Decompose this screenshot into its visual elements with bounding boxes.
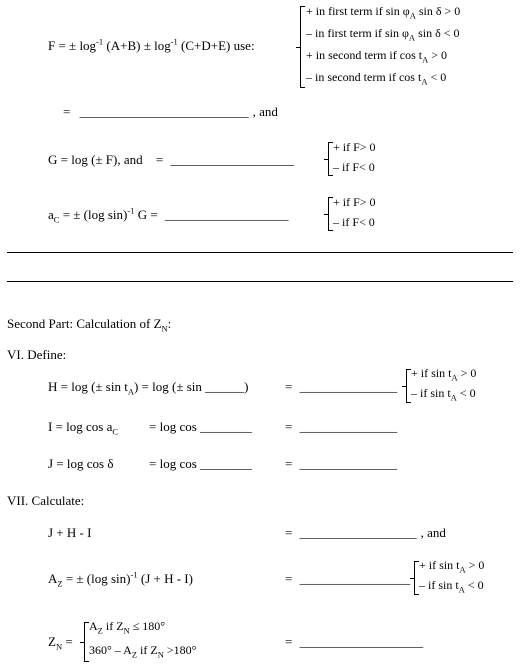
f-exp-1: -1 — [96, 36, 104, 47]
jhi-line: J + H - I — [48, 525, 92, 540]
f-result-line — [63, 104, 278, 120]
step-vii-label: VII. Calculate: — [7, 493, 85, 508]
g-case-1: + if F> 0 — [333, 140, 376, 154]
jhi-blank[interactable]: __________________ — [299, 525, 417, 540]
jhi-tail: , and — [420, 525, 446, 540]
f-result-tail: , and — [252, 104, 278, 119]
f-exp-2: -1 — [170, 36, 178, 47]
f-case-4: – in second term if $\cos t_A < 0$ — [306, 70, 447, 87]
j-result — [285, 456, 397, 472]
i-blank[interactable]: _______________ — [299, 419, 398, 434]
f-case-3: + in second term if $\cos t_A > 0$ — [306, 48, 447, 65]
i-line-mid: = log cos ________ — [149, 419, 253, 434]
f-formula-rhs: (C+D+E) use: — [177, 38, 255, 53]
f-case-1: + in first term if $\sin \varphi_A$ sin δ > 0 — [306, 4, 461, 21]
f-result-blank[interactable]: __________________________ — [79, 104, 249, 119]
g-line — [48, 152, 294, 168]
equals-sign: = — [285, 419, 293, 434]
g-blank[interactable]: ___________________ — [170, 152, 294, 167]
step-vi-label: VI. Define: — [7, 347, 67, 362]
g-case-2: – if F< 0 — [333, 160, 375, 174]
h-line: H = log (± $\sin t_A) = \log$ (± sin ______) — [48, 379, 249, 397]
equals-sign: = — [285, 634, 293, 649]
f-case-2: – in first term if $\sin \varphi_A$ sin δ < 0 — [306, 26, 460, 43]
divider-line-1 — [7, 252, 513, 253]
h-case-2: – if $\sin t_A < 0$ — [411, 386, 476, 403]
g-line-text: G = log (± F), and — [48, 152, 143, 167]
equals-sign: = — [285, 571, 293, 586]
zn-case-1: $A_Z$ if $Z_N \le 180^\circ$ — [89, 619, 166, 636]
az-case-2: – if $\sin t_A < 0$ — [419, 578, 484, 595]
az-result — [285, 571, 410, 587]
h-result — [285, 379, 397, 395]
ac-blank[interactable]: ___________________ — [164, 207, 289, 222]
i-line: $I = \log \cos a_C$ — [48, 419, 119, 437]
f-formula-mid: (A+B) ± log — [103, 38, 171, 53]
equals-sign: = — [63, 104, 71, 119]
f-formula — [48, 38, 255, 54]
j-line-mid: = log cos ________ — [149, 456, 253, 471]
j-line: J = log cos δ — [48, 456, 114, 471]
equals-sign: = — [285, 525, 293, 540]
equals-sign: = — [285, 379, 293, 394]
az-blank[interactable]: _________________ — [299, 571, 411, 586]
i-result — [285, 419, 397, 435]
h-blank[interactable]: _______________ — [299, 379, 398, 394]
ac-case-2: – if F< 0 — [333, 215, 375, 229]
zn-case-2: $360^\circ - A_Z$ if $Z_N >180^\circ$ — [89, 643, 197, 660]
equals-sign: = — [285, 456, 293, 471]
f-formula-lhs: F = ± log — [48, 38, 97, 53]
az-case-1: + if $\sin t_A > 0$ — [419, 558, 485, 575]
equals-sign: = — [155, 152, 164, 167]
j-blank[interactable]: _______________ — [299, 456, 398, 471]
divider-line-2 — [7, 281, 513, 282]
jhi-result — [285, 525, 446, 541]
section-heading: Second Part: Calculation of $Z_N$: — [7, 316, 172, 334]
zn-result — [285, 634, 423, 650]
ac-case-1: + if F> 0 — [333, 195, 376, 209]
zn-blank[interactable]: ___________________ — [299, 634, 424, 649]
az-line: $A_Z$ = ± (log sin)$^{-1}$ (J + H - I) — [48, 569, 193, 589]
h-case-1: + if $\sin t_A > 0$ — [411, 366, 477, 383]
zn-line: $Z_N$ = — [48, 634, 73, 652]
ac-line: $a_C$ = ± (log sin)$^{-1}$ G = ___________________ — [48, 205, 289, 225]
